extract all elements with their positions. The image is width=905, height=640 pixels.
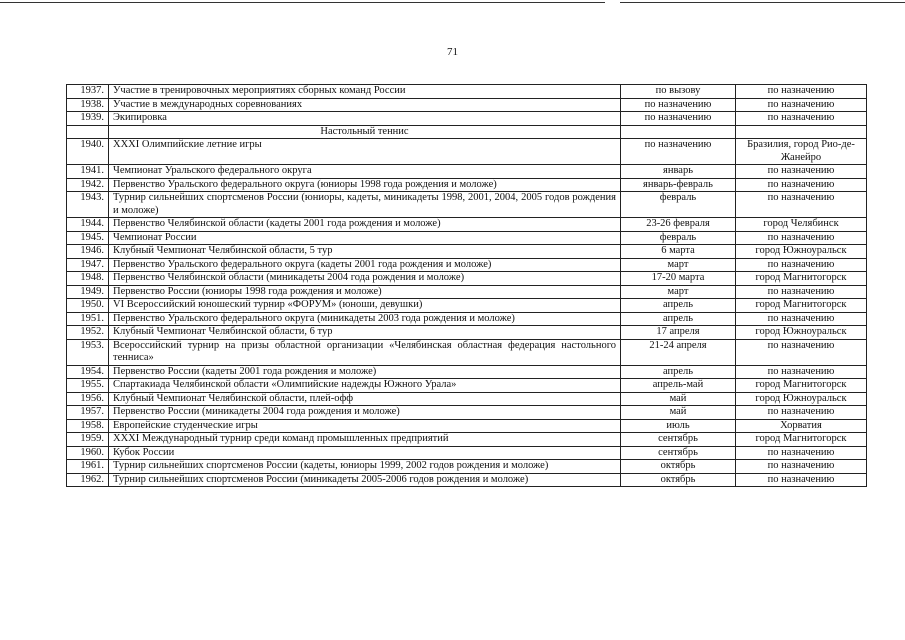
table-row <box>67 85 867 99</box>
date-cell: март <box>621 258 736 272</box>
date-cell: сентябрь <box>621 433 736 447</box>
page-number: 71 <box>447 46 458 58</box>
place-cell: по назначению <box>736 460 867 474</box>
table-row <box>67 258 867 272</box>
event-cell: Клубный Чемпионат Челябинской области, 5 тур <box>109 245 621 259</box>
table-row <box>67 460 867 474</box>
event-cell: Клубный Чемпионат Челябинской области, 6 тур <box>109 326 621 340</box>
row-number: 1948. <box>67 272 109 286</box>
table-row <box>67 379 867 393</box>
row-number: 1957. <box>67 406 109 420</box>
date-cell: октябрь <box>621 460 736 474</box>
table-row <box>67 406 867 420</box>
place-cell: город Магнитогорск <box>736 433 867 447</box>
row-number: 1960. <box>67 446 109 460</box>
row-number: 1940. <box>67 139 109 165</box>
event-cell: VI Всероссийский юношеский турнир «ФОРУМ» (юноши, девушки) <box>109 299 621 313</box>
table-row <box>67 473 867 487</box>
row-number: 1938. <box>67 98 109 112</box>
event-cell: Первенство России (кадеты 2001 года рождения и моложе) <box>109 365 621 379</box>
date-cell: апрель <box>621 365 736 379</box>
section-empty-cell <box>736 125 867 139</box>
table-row <box>67 299 867 313</box>
table-row <box>67 98 867 112</box>
date-cell: июль <box>621 419 736 433</box>
place-cell: по назначению <box>736 312 867 326</box>
row-number: 1941. <box>67 165 109 179</box>
event-cell: XXXI Олимпийские летние игры <box>109 139 621 165</box>
table-row <box>67 218 867 232</box>
row-number: 1954. <box>67 365 109 379</box>
place-cell: город Южноуральск <box>736 326 867 340</box>
row-number: 1956. <box>67 392 109 406</box>
event-cell: Первенство России (миникадеты 2004 года рождения и моложе) <box>109 406 621 420</box>
event-cell: Клубный Чемпионат Челябинской области, плей-офф <box>109 392 621 406</box>
date-cell: по назначению <box>621 139 736 165</box>
section-empty-cell <box>67 125 109 139</box>
schedule-table-body <box>67 85 867 487</box>
row-number: 1937. <box>67 85 109 99</box>
place-cell: по назначению <box>736 231 867 245</box>
table-row <box>67 392 867 406</box>
table-row <box>67 231 867 245</box>
date-cell: по назначению <box>621 112 736 126</box>
place-cell: по назначению <box>736 192 867 218</box>
table-row <box>67 285 867 299</box>
place-cell: по назначению <box>736 85 867 99</box>
table-row <box>67 272 867 286</box>
table-row <box>67 165 867 179</box>
event-cell: Первенство Уральского федерального округа (юниоры 1998 года рождения и моложе) <box>109 178 621 192</box>
table-row <box>67 178 867 192</box>
table-row <box>67 446 867 460</box>
event-cell: Турнир сильнейших спортсменов России (кадеты, юниоры 1999, 2002 годов рождения и моложе) <box>109 460 621 474</box>
table-row <box>67 365 867 379</box>
top-rule-right <box>620 2 905 3</box>
place-cell: по назначению <box>736 339 867 365</box>
event-cell: Первенство Уральского федерального округа (миникадеты 2003 года рождения и моложе) <box>109 312 621 326</box>
table-row <box>67 419 867 433</box>
table-row <box>67 112 867 126</box>
row-number: 1958. <box>67 419 109 433</box>
place-cell: город Южноуральск <box>736 392 867 406</box>
row-number: 1943. <box>67 192 109 218</box>
event-cell: Первенство России (юниоры 1998 года рождения и моложе) <box>109 285 621 299</box>
date-cell: 6 марта <box>621 245 736 259</box>
date-cell: по назначению <box>621 98 736 112</box>
date-cell: февраль <box>621 231 736 245</box>
date-cell: октябрь <box>621 473 736 487</box>
date-cell: апрель-май <box>621 379 736 393</box>
date-cell: 23-26 февраля <box>621 218 736 232</box>
place-cell: по назначению <box>736 406 867 420</box>
place-cell: по назначению <box>736 446 867 460</box>
date-cell: январь <box>621 165 736 179</box>
event-cell: Турнир сильнейших спортсменов России (миникадеты 2005-2006 годов рождения и моложе) <box>109 473 621 487</box>
table-row <box>67 245 867 259</box>
event-cell: Кубок России <box>109 446 621 460</box>
table-row <box>67 312 867 326</box>
row-number: 1953. <box>67 339 109 365</box>
row-number: 1950. <box>67 299 109 313</box>
row-number: 1944. <box>67 218 109 232</box>
date-cell: апрель <box>621 312 736 326</box>
place-cell: по назначению <box>736 178 867 192</box>
place-cell: Хорватия <box>736 419 867 433</box>
row-number: 1947. <box>67 258 109 272</box>
date-cell: январь-февраль <box>621 178 736 192</box>
table-row <box>67 433 867 447</box>
top-rule-left <box>0 2 605 3</box>
place-cell: город Магнитогорск <box>736 379 867 393</box>
event-cell: Чемпионат России <box>109 231 621 245</box>
date-cell: 21-24 апреля <box>621 339 736 365</box>
place-cell: по назначению <box>736 365 867 379</box>
event-cell: Первенство Челябинской области (миникадеты 2004 года рождения и моложе) <box>109 272 621 286</box>
place-cell: по назначению <box>736 473 867 487</box>
date-cell: май <box>621 406 736 420</box>
date-cell: 17 апреля <box>621 326 736 340</box>
row-number: 1945. <box>67 231 109 245</box>
event-cell: Участие в тренировочных мероприятиях сборных команд России <box>109 85 621 99</box>
row-number: 1961. <box>67 460 109 474</box>
place-cell: город Челябинск <box>736 218 867 232</box>
event-cell: Первенство Челябинской области (кадеты 2001 года рождения и моложе) <box>109 218 621 232</box>
place-cell: Бразилия, город Рио-де-Жанейро <box>736 139 867 165</box>
place-cell: по назначению <box>736 165 867 179</box>
table-row <box>67 139 867 165</box>
place-cell: город Магнитогорск <box>736 299 867 313</box>
date-cell: март <box>621 285 736 299</box>
event-cell: Всероссийский турнир на призы областной организации «Челябинская областная федерация настольного тенниса» <box>109 339 621 365</box>
table-row <box>67 339 867 365</box>
place-cell: по назначению <box>736 285 867 299</box>
event-cell: XXXI Международный турнир среди команд промышленных предприятий <box>109 433 621 447</box>
date-cell: февраль <box>621 192 736 218</box>
place-cell: город Магнитогорск <box>736 272 867 286</box>
table-row <box>67 326 867 340</box>
event-cell: Спартакиада Челябинской области «Олимпийские надежды Южного Урала» <box>109 379 621 393</box>
schedule-table <box>66 84 867 487</box>
date-cell: апрель <box>621 299 736 313</box>
row-number: 1962. <box>67 473 109 487</box>
place-cell: город Южноуральск <box>736 245 867 259</box>
row-number: 1942. <box>67 178 109 192</box>
row-number: 1939. <box>67 112 109 126</box>
event-cell: Первенство Уральского федерального округа (кадеты 2001 года рождения и моложе) <box>109 258 621 272</box>
date-cell: по вызову <box>621 85 736 99</box>
row-number: 1949. <box>67 285 109 299</box>
place-cell: по назначению <box>736 258 867 272</box>
row-number: 1952. <box>67 326 109 340</box>
event-cell: Экипировка <box>109 112 621 126</box>
event-cell: Европейские студенческие игры <box>109 419 621 433</box>
place-cell: по назначению <box>736 98 867 112</box>
table-row <box>67 192 867 218</box>
date-cell: май <box>621 392 736 406</box>
section-title: Настольный теннис <box>109 125 621 139</box>
row-number: 1959. <box>67 433 109 447</box>
event-cell: Участие в международных соревнованиях <box>109 98 621 112</box>
row-number: 1946. <box>67 245 109 259</box>
row-number: 1951. <box>67 312 109 326</box>
date-cell: 17-20 марта <box>621 272 736 286</box>
section-empty-cell <box>621 125 736 139</box>
place-cell: по назначению <box>736 112 867 126</box>
section-header-row <box>67 125 867 139</box>
event-cell: Чемпионат Уральского федерального округа <box>109 165 621 179</box>
date-cell: сентябрь <box>621 446 736 460</box>
event-cell: Турнир сильнейших спортсменов России (юниоры, кадеты, миникадеты 1998, 2001, 2004, 2005 годов рождения и моложе) <box>109 192 621 218</box>
row-number: 1955. <box>67 379 109 393</box>
